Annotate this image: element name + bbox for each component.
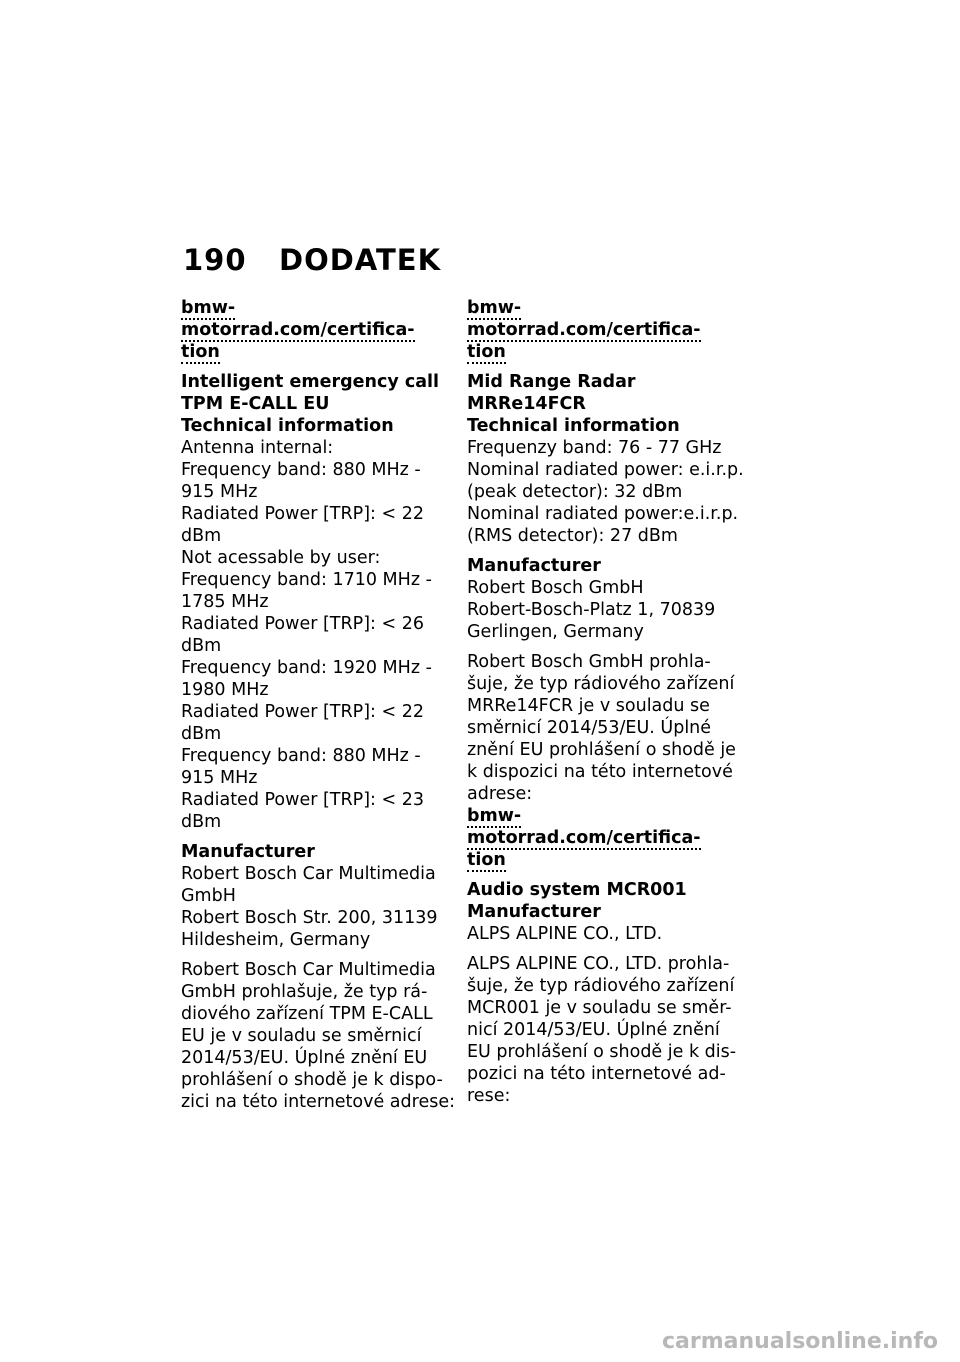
page-number: 190	[183, 243, 247, 277]
radar-heading-line-1: Mid Range Radar	[467, 372, 636, 392]
manufacturer-line: Robert Bosch GmbH	[467, 578, 644, 598]
tech-line: dBm	[181, 724, 222, 744]
right-column	[467, 297, 744, 1107]
tech-line: Frequency band: 1920 MHz -	[181, 658, 432, 678]
declaration-line: diového zařízení TPM E-CALL	[181, 1004, 433, 1024]
certification-link-2-line-1[interactable]: bmw-motorrad.com/certifica-	[467, 806, 701, 848]
declaration-line: Robert Bosch GmbH prohla-	[467, 652, 711, 672]
audio-heading: Audio system MCR001	[467, 880, 687, 900]
page-header	[183, 243, 441, 277]
declaration-line: EU je v souladu se směrnicí	[181, 1026, 422, 1046]
audio-declaration-line: šuje, že typ rádiového zařízení	[467, 976, 735, 996]
declaration-line: k dispozici na této internetové	[467, 762, 733, 782]
tech-info-list	[467, 437, 744, 547]
audio-declaration-line: rese:	[467, 1086, 511, 1106]
tech-info-heading: Technical information	[467, 416, 680, 436]
tech-line: 915 MHz	[181, 482, 258, 502]
tech-line: Frequenzy band: 76 - 77 GHz	[467, 438, 722, 458]
declaration-paragraph	[467, 651, 735, 805]
declaration-line: adrese:	[467, 784, 533, 804]
declaration-line: Robert Bosch Car Multimedia	[181, 960, 436, 980]
tech-line: Radiated Power [TRP]: < 22	[181, 702, 424, 722]
tech-line: dBm	[181, 526, 222, 546]
manufacturer-address	[467, 577, 735, 643]
tech-line: Antenna internal:	[181, 438, 334, 458]
tech-line: Radiated Power [TRP]: < 22	[181, 504, 424, 524]
certification-link[interactable]	[181, 297, 449, 363]
declaration-line: zici na této internetové adrese:	[181, 1092, 456, 1112]
certification-link-line-1[interactable]: bmw-motorrad.com/certifica-	[181, 298, 415, 340]
certification-link-line-2[interactable]: tion	[181, 342, 220, 362]
declaration-line: znění EU prohlášení o shodě je	[467, 740, 736, 760]
ecall-heading-line-2: TPM E-CALL EU	[181, 394, 330, 414]
tech-line: Radiated Power [TRP]: < 23	[181, 790, 424, 810]
certification-link-2-line-2[interactable]: tion	[467, 850, 506, 870]
audio-declaration-line: EU prohlášení o shodě je k dis-	[467, 1042, 737, 1062]
tech-line: dBm	[181, 636, 222, 656]
tech-line: Nominal radiated power: e.i.r.p.	[467, 460, 744, 480]
declaration-line: směrnicí 2014/53/EU. Úplné	[467, 718, 712, 738]
audio-declaration-line: ALPS ALPINE CO., LTD. prohla-	[467, 954, 730, 974]
audio-declaration-line: nicí 2014/53/EU. Úplné znění	[467, 1020, 720, 1040]
tech-line: (RMS detector): 27 dBm	[467, 526, 678, 546]
tech-line: Not acessable by user:	[181, 548, 381, 568]
declaration-line: šuje, že typ rádiového zařízení	[467, 674, 735, 694]
tech-line: Nominal radiated power:e.i.r.p.	[467, 504, 739, 524]
certification-link-2[interactable]	[467, 805, 735, 871]
manufacturer-line: Hildesheim, Germany	[181, 930, 371, 950]
declaration-line: 2014/53/EU. Úplné znění EU	[181, 1048, 428, 1068]
radar-heading-line-2: MRRe14FCR	[467, 394, 586, 414]
tech-line: 1980 MHz	[181, 680, 269, 700]
audio-declaration-paragraph	[467, 953, 735, 1107]
audio-declaration-line: MCR001 je v souladu se směr-	[467, 998, 732, 1018]
manufacturer-address	[181, 863, 449, 951]
ecall-heading-line-1: Intelligent emergency call	[181, 372, 440, 392]
manufacturer-line: Robert-Bosch-Platz 1, 70839	[467, 600, 716, 620]
tech-line: (peak detector): 32 dBm	[467, 482, 683, 502]
tech-info-heading: Technical information	[181, 416, 394, 436]
manufacturer-line: Robert Bosch Car Multimedia	[181, 864, 436, 884]
declaration-line: MRRe14FCR je v souladu se	[467, 696, 710, 716]
tech-line: Radiated Power [TRP]: < 26	[181, 614, 424, 634]
audio-declaration-line: pozici na této internetové ad-	[467, 1064, 726, 1084]
audio-manufacturer-heading: Manufacturer	[467, 902, 601, 922]
manufacturer-line: Gerlingen, Germany	[467, 622, 644, 642]
tech-line: Frequency band: 1710 MHz -	[181, 570, 432, 590]
tech-line: 1785 MHz	[181, 592, 269, 612]
audio-manufacturer-name: ALPS ALPINE CO., LTD.	[467, 924, 663, 944]
declaration-line: prohlášení o shodě je k dispo-	[181, 1070, 443, 1090]
certification-link-line-1[interactable]: bmw-motorrad.com/certifica-	[467, 298, 701, 340]
tech-info-list	[181, 437, 449, 833]
manufacturer-heading: Manufacturer	[181, 842, 315, 862]
manufacturer-heading: Manufacturer	[467, 556, 601, 576]
manufacturer-line: Robert Bosch Str. 200, 31139	[181, 908, 438, 928]
watermark: carmanualsonline.info	[662, 1329, 938, 1354]
certification-link-line-2[interactable]: tion	[467, 342, 506, 362]
tech-line: 915 MHz	[181, 768, 258, 788]
manufacturer-line: GmbH	[181, 886, 236, 906]
tech-line: dBm	[181, 812, 222, 832]
tech-line: Frequency band: 880 MHz -	[181, 460, 421, 480]
page-title: DODATEK	[279, 243, 442, 277]
certification-link[interactable]	[467, 297, 735, 363]
tech-line: Frequency band: 880 MHz -	[181, 746, 421, 766]
declaration-paragraph	[181, 959, 456, 1113]
declaration-line: GmbH prohlašuje, že typ rá-	[181, 982, 428, 1002]
left-column	[181, 297, 456, 1113]
